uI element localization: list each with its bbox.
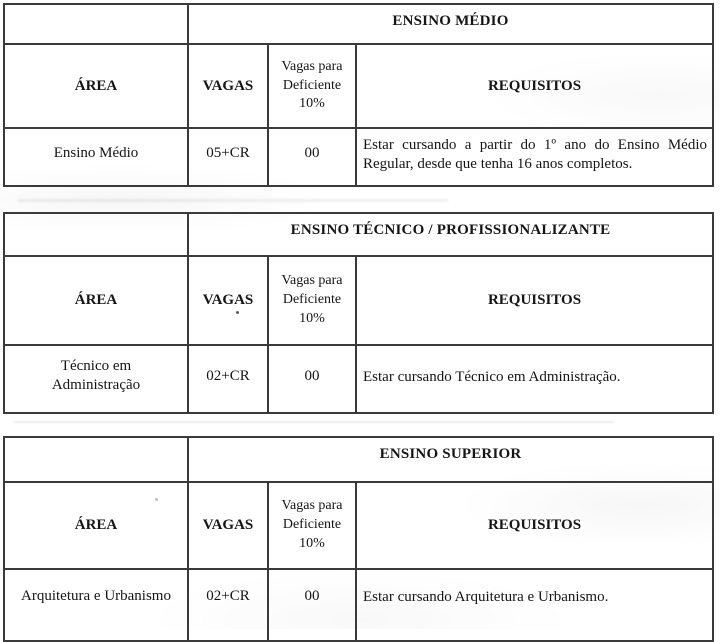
section-title: ENSINO TÉCNICO / PROFISSIONALIZANTE	[188, 213, 713, 256]
empty-corner-cell	[4, 437, 188, 482]
cell-area: Arquitetura e Urbanismo	[4, 569, 188, 641]
col-header-requisitos: REQUISITOS	[356, 256, 713, 345]
section-title: ENSINO MÉDIO	[188, 4, 713, 44]
vacancy-table-ensino-medio	[3, 3, 714, 187]
table-row	[4, 569, 713, 641]
column-header-row	[4, 44, 713, 128]
cell-deficiente: 00	[268, 128, 356, 186]
vacancy-table-ensino-tecnico	[3, 212, 714, 414]
col-header-area: ÁREA	[4, 44, 188, 128]
scan-artifact-streak	[14, 421, 614, 423]
column-header-row	[4, 256, 713, 345]
cell-area: Técnico em Administração	[4, 345, 188, 413]
table-row	[4, 128, 713, 186]
section-title-row	[4, 437, 713, 482]
cell-deficiente: 00	[268, 345, 356, 413]
empty-corner-cell	[4, 4, 188, 44]
section-title-row	[4, 4, 713, 44]
cell-deficiente: 00	[268, 569, 356, 641]
scan-artifact-streak	[18, 199, 448, 202]
col-header-requisitos: REQUISITOS	[356, 44, 713, 128]
column-header-row	[4, 482, 713, 569]
col-header-area: ÁREA	[4, 256, 188, 345]
col-header-deficiente: Vagas para Deficiente 10%	[268, 44, 356, 128]
col-header-vagas: VAGAS	[188, 44, 268, 128]
cell-vagas: 02+CR	[188, 569, 268, 641]
col-header-vagas: VAGAS	[188, 482, 268, 569]
col-header-deficiente: Vagas para Deficiente 10%	[268, 256, 356, 345]
section-title-row	[4, 213, 713, 256]
table-row	[4, 345, 713, 413]
col-header-area: ÁREA	[4, 482, 188, 569]
col-header-requisitos: REQUISITOS	[356, 482, 713, 569]
vacancy-table-ensino-superior	[3, 436, 714, 642]
col-header-deficiente: Vagas para Deficiente 10%	[268, 482, 356, 569]
cell-area: Ensino Médio	[4, 128, 188, 186]
col-header-vagas: VAGAS	[188, 256, 268, 345]
cell-requisitos: Estar cursando a partir do 1º ano do Ensino Médio Regular, desde que tenha 16 anos completos.	[356, 128, 713, 186]
cell-requisitos: Estar cursando Arquitetura e Urbanismo.	[356, 569, 713, 641]
section-title: ENSINO SUPERIOR	[188, 437, 713, 482]
cell-vagas: 02+CR	[188, 345, 268, 413]
empty-corner-cell	[4, 213, 188, 256]
cell-requisitos: Estar cursando Técnico em Administração.	[356, 345, 713, 413]
cell-vagas: 05+CR	[188, 128, 268, 186]
